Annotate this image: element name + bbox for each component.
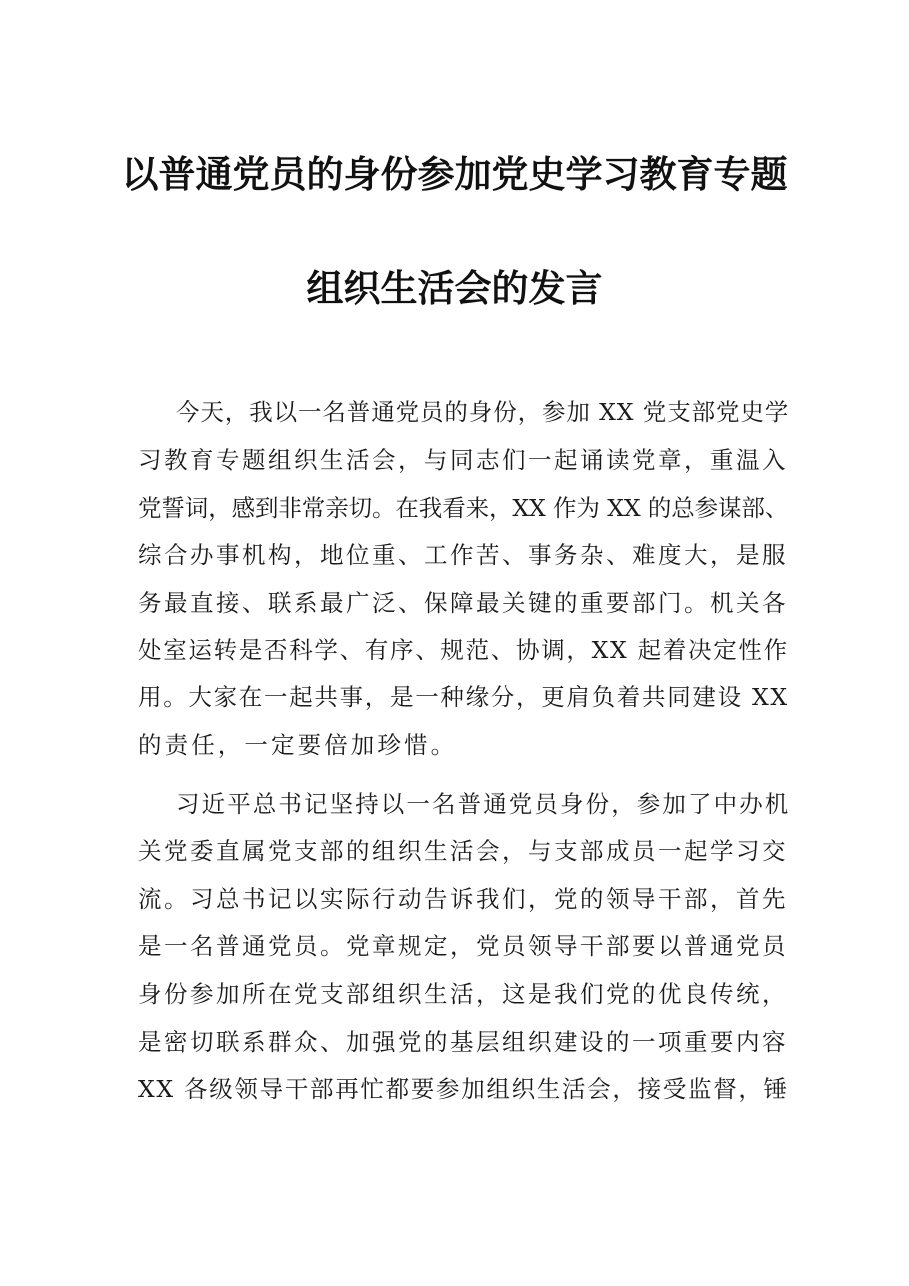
paragraph-2-line: 关党委直属党支部的组织生活会，与支部成员一起学习交 (138, 837, 788, 865)
document-title-line-1: 以普通党员的身份参加党史学习教育专题 (121, 152, 788, 196)
paragraph-1-line: 今天，我以一名普通党员的身份，参加 XX 党支部党史学 (176, 398, 790, 426)
paragraph-2-line: 习近平总书记坚持以一名普通党员身份，参加了中办机 (176, 790, 791, 818)
paragraph-1-line: 务最直接、联系最广泛、保障最关键的重要部门。机关各 (138, 589, 788, 617)
paragraph-1-line: 党誓词，感到非常亲切。在我看来，XX 作为 XX 的总参谋部、 (138, 494, 789, 522)
paragraph-2-line: XX 各级领导干部再忙都要参加组织生活会，接受监督，锤 (138, 1075, 789, 1103)
paragraph-1-line: 的责任，一定要倍加珍惜。 (138, 731, 458, 759)
paragraph-2-line: 是一名普通党员。党章规定，党员领导干部要以普通党员 (138, 932, 788, 960)
paragraph-1-line: 综合办事机构，地位重、工作苦、事务杂、难度大，是服 (138, 541, 788, 569)
paragraph-1-line: 处室运转是否科学、有序、规范、协调，XX 起着决定性作 (138, 636, 789, 664)
document-title-line-2: 组织生活会的发言 (306, 266, 603, 310)
paragraph-2-line: 是密切联系群众、加强党的基层组织建设的一项重要内容 (138, 1028, 788, 1056)
paragraph-1-line: 用。大家在一起共事，是一种缘分，更肩负着共同建设 XX (138, 683, 789, 711)
paragraph-2-line: 身份参加所在党支部组织生活，这是我们党的优良传统， (138, 980, 788, 1008)
paragraph-2-line: 流。习总书记以实际行动告诉我们，党的领导干部，首先 (138, 885, 788, 913)
paragraph-1-line: 习教育专题组织生活会，与同志们一起诵读党章，重温入 (138, 446, 788, 474)
